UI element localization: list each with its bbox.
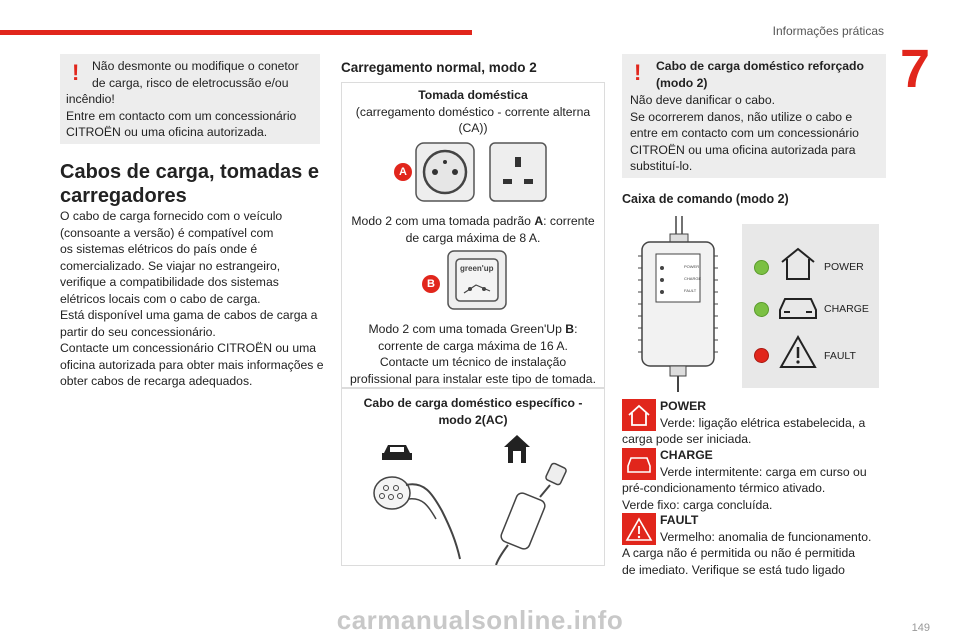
legend-charge-label: CHARGE <box>824 303 869 315</box>
fault-title: FAULT <box>660 513 699 527</box>
left-body-text <box>60 208 328 390</box>
caption-text: Modo 2 com uma tomada Green'Up <box>368 322 566 336</box>
page-number: 149 <box>911 622 930 634</box>
warning-line: entre em contacto com um concessionário <box>630 126 859 140</box>
fault-desc: Vermelho: anomalia de funcionamento. <box>660 529 872 544</box>
charge-desc: Verde fixo: carga concluída. <box>622 497 773 512</box>
warning-title: (modo 2) <box>656 75 708 90</box>
control-box-heading: Caixa de comando (modo 2) <box>622 192 789 206</box>
cable-box-title: modo 2(AC) <box>438 412 508 427</box>
caption-letter: A <box>534 214 544 228</box>
car-connector-icon <box>370 471 470 561</box>
cable-box-title: Cabo de carga doméstico específico - <box>363 396 583 410</box>
charge-title: CHARGE <box>660 448 713 462</box>
body-line: Está disponível uma gama de cabos de carga a <box>60 308 318 322</box>
caption-letter: B <box>565 322 575 336</box>
chapter-number: 7 <box>899 39 930 99</box>
section-heading <box>60 160 330 208</box>
socket-box-subtitle: (carregamento doméstico - corrente alterna <box>355 104 591 119</box>
power-led <box>754 260 769 275</box>
warning-icon: ! <box>634 60 642 85</box>
middle-heading: Carregamento normal, modo 2 <box>341 60 537 75</box>
caption-a-line: de carga máxima de 8 A. <box>405 230 541 245</box>
greenup-socket-icon <box>446 249 508 311</box>
caption-text: : corrente <box>543 214 595 228</box>
caption-a-line <box>342 213 604 230</box>
warning-line: de carga, risco de eletrocussão e/ou <box>92 75 289 90</box>
warning-line: Não desmonte ou modifique o conetor <box>92 59 299 73</box>
uk-socket-icon <box>488 141 548 203</box>
body-line: elétricos locais com o cabo de carga. <box>60 291 261 306</box>
socket-box <box>341 82 605 388</box>
charge-desc: pré-condicionamento térmico ativado. <box>622 481 826 495</box>
charge-icon-badge <box>622 448 656 480</box>
body-line: os sistemas elétricos do país onde é <box>60 242 258 256</box>
power-house-icon <box>778 246 818 282</box>
warning-line: Entre em contacto com um concessionário <box>66 108 297 123</box>
cable-box <box>341 388 605 566</box>
caption-b-line <box>342 321 604 338</box>
french-socket-icon <box>414 141 476 203</box>
watermark: carmanualsonline.info <box>336 605 624 635</box>
warning-icon: ! <box>72 60 80 85</box>
fault-led <box>754 348 769 363</box>
device-label-charge: CHARGE <box>684 276 702 281</box>
power-desc: Verde: ligação elétrica estabelecida, a <box>660 415 866 430</box>
greenup-label: green'up <box>460 264 494 273</box>
warning-line: CITROËN ou uma oficina autorizada para <box>630 142 856 157</box>
charge-car-icon <box>776 294 820 322</box>
charge-desc: Verde intermitente: carga em curso ou <box>660 464 867 479</box>
power-desc: carga pode ser iniciada. <box>622 432 752 446</box>
fault-desc: A carga não é permitida ou não é permitida <box>622 546 856 560</box>
warning-line: Não deve danificar o cabo. <box>630 93 775 107</box>
caption-b-line: corrente de carga máxima de 16 A. <box>378 338 568 353</box>
caption-b-line: profissional para instalar este tipo de tomada. <box>350 371 596 386</box>
control-box-cable-icon <box>490 461 580 565</box>
fault-icon-badge <box>622 513 656 545</box>
heading-line: Cabos de carga, tomadas e <box>60 161 319 183</box>
warning-title: Cabo de carga doméstico reforçado <box>656 59 864 73</box>
body-line: obter cabos de recarga adequados. <box>60 374 253 388</box>
warning-box-left <box>60 54 320 144</box>
socket-box-subtitle: (CA)) <box>458 121 488 135</box>
header-red-bar <box>0 30 472 35</box>
indicator-legend-panel <box>742 224 879 388</box>
caption-text: Modo 2 com uma tomada padrão <box>351 214 535 228</box>
caption-text: : <box>574 322 578 336</box>
car-icon <box>380 441 414 463</box>
legend-fault-label: FAULT <box>824 350 856 362</box>
heading-line: carregadores <box>60 185 187 207</box>
warning-line: CITROËN ou uma oficina autorizada. <box>66 125 268 139</box>
section-title: Informações práticas <box>772 24 884 38</box>
warning-line: Se ocorrerem danos, não utilize o cabo e <box>630 109 853 124</box>
legend-power-label: POWER <box>824 261 864 273</box>
warning-line: incêndio! <box>66 92 115 106</box>
body-line: Contacte um concessionário CITROËN ou uma <box>60 341 317 355</box>
power-title: POWER <box>660 399 707 413</box>
caption-b-line: Contacte um técnico de instalação <box>379 355 567 369</box>
charge-led <box>754 302 769 317</box>
body-line: oficina autorizada para obter mais informações e <box>60 357 324 372</box>
warning-line: substituí-lo. <box>630 159 693 173</box>
body-line: (consoante a versão) é compatível com <box>60 225 274 240</box>
power-icon-badge <box>622 399 656 431</box>
body-line: O cabo de carga fornecido com o veículo <box>60 209 283 223</box>
fault-desc: de imediato. Verifique se está tudo ligado <box>622 562 845 577</box>
device-label-fault: FAULT <box>684 288 697 293</box>
body-line: comercializado. Se viajar no estrangeiro, <box>60 258 281 273</box>
badge-b: B <box>422 275 440 293</box>
body-line: partir do seu concessionário. <box>60 324 216 339</box>
control-box-device-icon <box>636 216 720 392</box>
body-line: verifique a compatibilidade dos sistemas <box>60 275 279 289</box>
socket-box-title: Tomada doméstica <box>418 88 528 102</box>
badge-a: A <box>394 163 412 181</box>
warning-box-right <box>622 54 886 178</box>
fault-warning-icon <box>778 334 818 370</box>
device-label-power: POWER <box>684 264 700 269</box>
